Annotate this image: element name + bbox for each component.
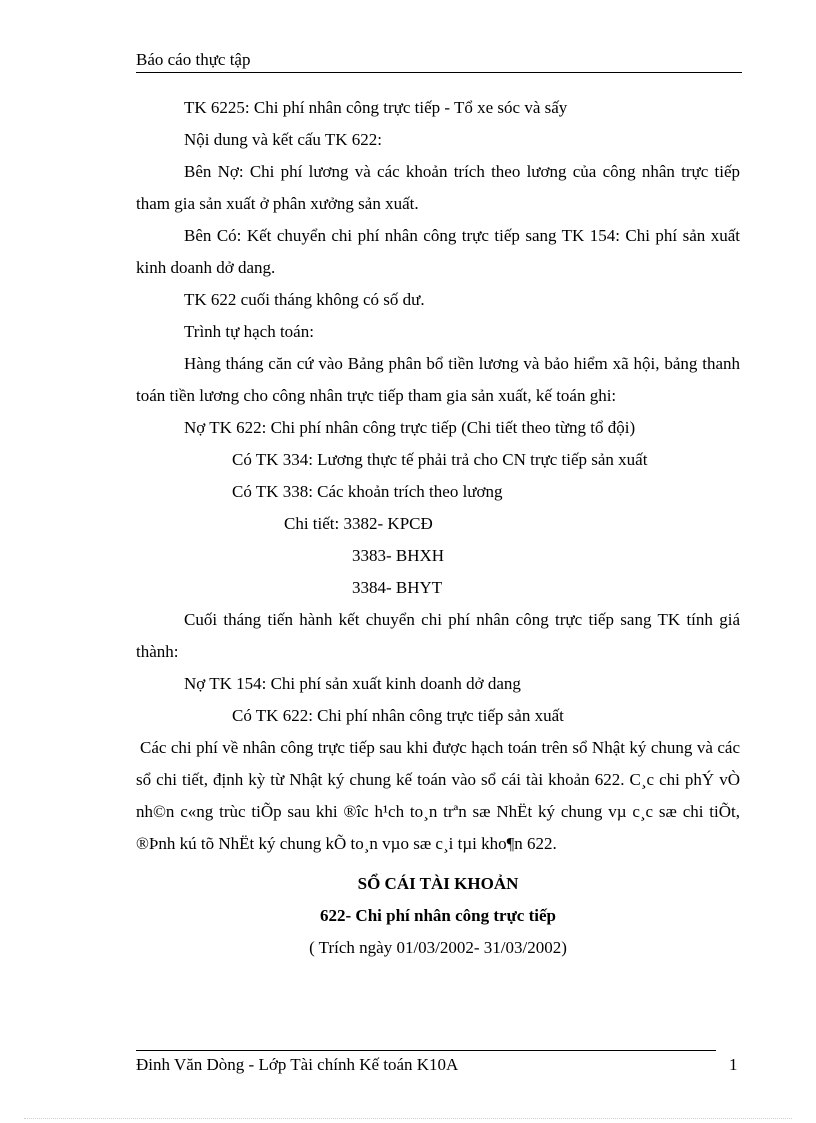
journal-entry: Nợ TK 622: Chi phí nhân công trực tiếp (Chi tiết theo từng tổ đội) — [184, 418, 636, 437]
paragraph: TK 622 cuối tháng không có số dư. — [184, 290, 425, 309]
journal-entry: Có TK 334: Lương thực tế phải trả cho CN trực tiếp sản xuất — [232, 450, 648, 469]
paragraph: Bên Nợ: Chi phí lương và các khoản trích theo lương của công nhân trực tiếp tham gia sản xuất ở phân xưởng sản xuất. — [136, 162, 740, 213]
journal-entry: 3384- BHYT — [352, 578, 443, 597]
footer-divider — [136, 1050, 716, 1051]
paragraph: TK 6225: Chi phí nhân công trực tiếp - Tổ xe sóc và sấy — [184, 98, 568, 117]
paragraph: Cuối tháng tiến hành kết chuyển chi phí nhân công trực tiếp sang TK tính giá thành: — [136, 610, 740, 661]
paragraph: Các chi phí về nhân công trực tiếp sau khi được hạch toán trên sổ Nhật ký chung và các sổ chi tiết, định kỳ từ Nhật ký chung kế toán vào sổ cái tài khoản 622. C¸c chi phÝ vÒ nh©n c«ng trùc tiÕp sau khi ®îc h¹ch to¸n trªn sæ NhËt ký chung vµ c¸c sæ chi tiÕt, ®Þnh kú tõ NhËt ký chung kÕ to¸n vµo sæ c¸i tµi kho¶n 622. — [136, 738, 740, 853]
page-number: 1 — [729, 1055, 738, 1074]
journal-entry: Nợ TK 154: Chi phí sản xuất kinh doanh dở dang — [184, 674, 521, 693]
page-header: Báo cáo thực tập — [136, 50, 742, 73]
paragraph: Trình tự hạch toán: — [184, 322, 314, 341]
ledger-subtitle: 622- Chi phí nhân công trực tiếp — [320, 906, 556, 925]
journal-entry: Có TK 622: Chi phí nhân công trực tiếp sản xuất — [232, 706, 564, 725]
page-edge — [24, 1118, 792, 1119]
paragraph: Nội dung và kết cấu TK 622: — [184, 130, 382, 149]
ledger-title: SỔ CÁI TÀI KHOẢN — [357, 874, 519, 893]
journal-entry: 3383- BHXH — [352, 546, 445, 565]
document-body — [136, 92, 740, 964]
footer-author: Đinh Văn Dòng - Lớp Tài chính Kế toán K10A — [136, 1055, 459, 1074]
journal-entry: Chi tiết: 3382- KPCĐ — [284, 514, 433, 533]
paragraph: Bên Có: Kết chuyển chi phí nhân công trực tiếp sang TK 154: Chi phí sản xuất kinh doanh dở dang. — [136, 226, 740, 277]
paragraph: Hàng tháng căn cứ vào Bảng phân bổ tiền lương và bảo hiểm xã hội, bảng thanh toán tiền lương cho công nhân trực tiếp tham gia sản xuất, kế toán ghi: — [136, 354, 740, 405]
journal-entry: Có TK 338: Các khoản trích theo lương — [232, 482, 503, 501]
ledger-period: ( Trích ngày 01/03/2002- 31/03/2002) — [309, 938, 567, 957]
